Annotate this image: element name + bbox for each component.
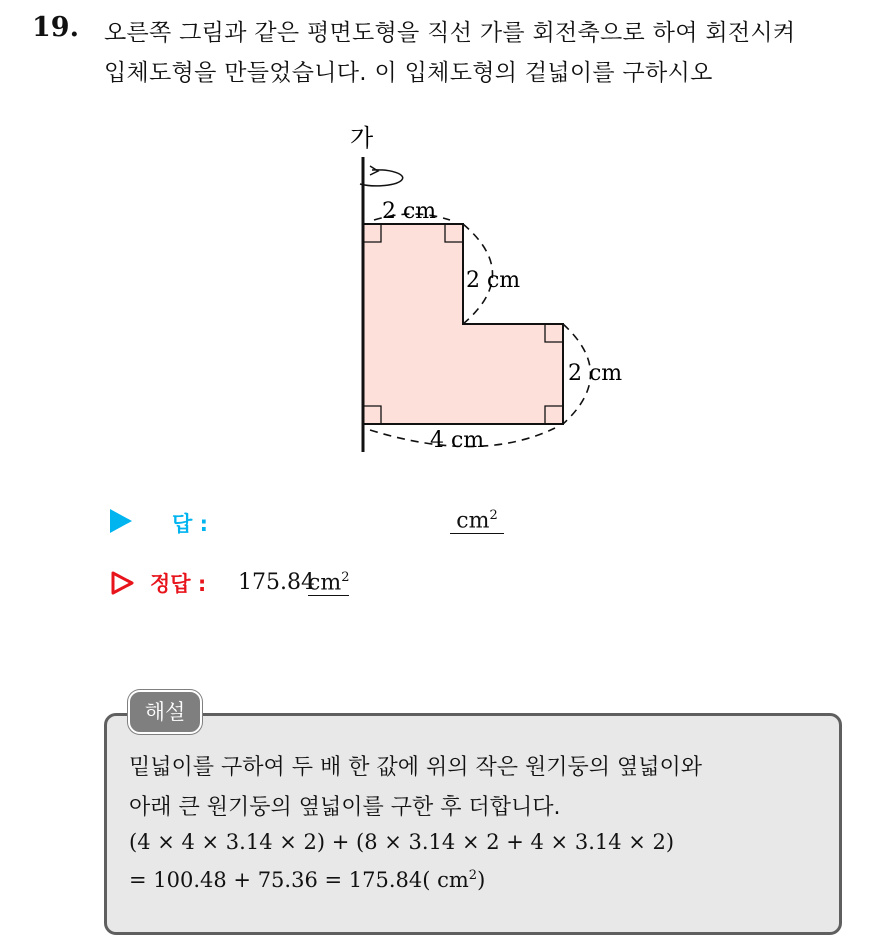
outline-play-marker-icon [110,570,136,596]
correct-answer-label: 정답 : [150,572,207,596]
explanation-formula-2-exp: 2 [468,868,478,883]
explanation-formula-2-end: ) [477,868,486,892]
question-number: 19. [32,12,79,43]
answer-blank[interactable] [450,508,504,534]
axis-label: 가 [350,124,374,152]
explanation-formula-2 [129,868,485,892]
explanation-line-1: 밑넓이를 구하여 두 배 한 값에 위의 작은 원기둥의 옆넓이와 [129,755,702,780]
correct-answer-value: 175.84 [238,570,315,595]
explanation-tag: 해설 [128,690,202,734]
label-step-height: 2 cm [466,268,521,293]
label-bottom-width: 4 cm [430,428,485,453]
label-right-height: 2 cm [568,361,623,386]
play-marker-icon [110,509,132,533]
correct-answer-unit-exponent: 2 [341,570,350,585]
answer-label: 답 : [172,512,208,536]
correct-answer-unit-wrap [308,570,349,596]
correct-answer-unit: cm [308,570,342,596]
rotation-arrow-icon [360,166,403,186]
explanation-box [104,713,842,935]
label-top-width: 2 cm [382,199,437,224]
rotation-figure [300,112,640,462]
explanation-formula-2-main: = 100.48 + 75.36 = 175.84( cm [129,868,469,892]
explanation-line-2: 아래 큰 원기둥의 옆넓이를 구한 후 더합니다. [129,795,561,820]
question-text-line-2: 입체도형을 만들었습니다. 이 입체도형의 겉넓이를 구하시오 [104,60,713,86]
answer-row [110,508,498,536]
answer-unit-exponent: 2 [489,508,498,523]
question-text-line-1: 오른쪽 그림과 같은 평면도형을 직선 가를 회전축으로 하여 회전시켜 [104,20,796,46]
answer-unit: cm [456,508,490,534]
explanation-formula-1: (4 × 4 × 3.14 × 2) + (8 × 3.14 × 2 + 4 × 3.14 × 2) [129,830,675,854]
